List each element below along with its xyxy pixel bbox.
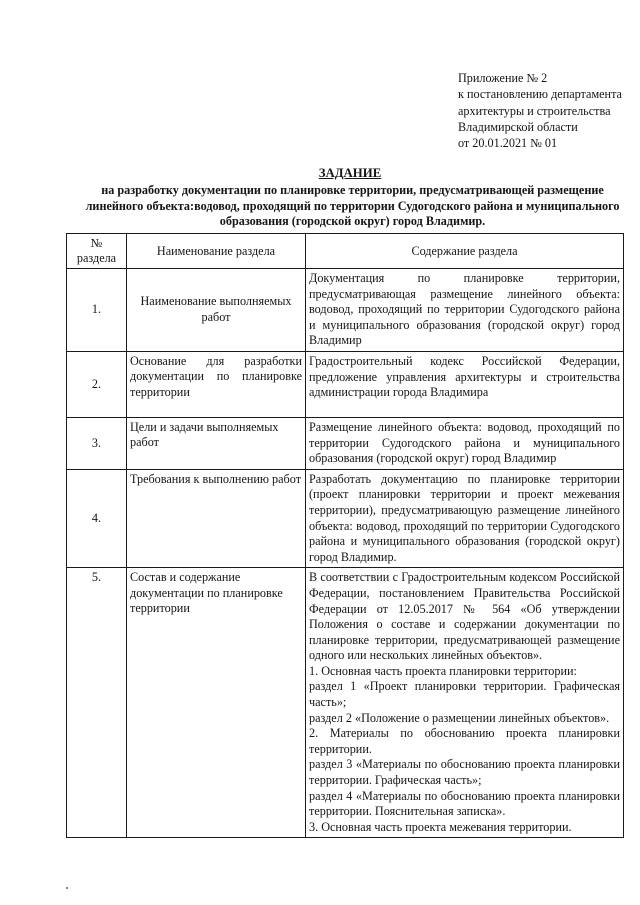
content-paragraph: 1. Основная часть проекта планировки территории: [309,663,577,678]
table-row [67,568,624,838]
scan-speck [66,887,68,889]
content-paragraph: Документация по планировке территории, предусматривающая размещение линейного объекта: водовод, проходящий по территории Судогодского района и муниципального образования (городской округ) город Владимир [309,271,620,348]
content-paragraph: раздел 3 «Материалы по обоснованию проекта планировки территории. Графическая часть»; [309,757,620,788]
row-number: 5. [67,568,127,838]
subtitle-line: образования (городской округ) город Владимир. [219,214,486,228]
row-content [306,469,624,568]
content-paragraph: Разработать документацию по планировке территории (проект планировки территории и проект межевания территории), предусматривающую размещение линейного объекта: водовод, проходящий по территории Судогодского района и муниципального образования (городской округ) город Владимир. [309,471,620,564]
table-header-row [67,234,624,269]
row-content [306,417,624,469]
row-name-text: Основание для разработки документации по планировке территории [130,353,302,399]
content-paragraph: раздел 4 «Материалы по обоснованию проекта планировки территории. Пояснительная записка». [309,788,620,819]
row-name: Требования к выполнению работ [127,469,306,568]
row-content [306,351,624,417]
appendix-block [458,70,634,151]
content-paragraph: 3. Основная часть проекта межевания территории. [309,819,572,834]
row-number: 2. [67,351,127,417]
content-paragraph: Размещение линейного объекта: водовод, проходящий по территории Судогодского района и муниципального образования (городской округ) город Владимир [309,419,620,466]
table-row [67,469,624,568]
row-number: 4. [67,469,127,568]
appendix-line: архитектуры и строительства [458,103,611,118]
table-row [67,417,624,469]
row-content [306,568,624,838]
row-number: 3. [67,417,127,469]
appendix-line: Владимирской области [458,119,578,134]
header-name: Наименование раздела [127,234,306,269]
content-paragraph: раздел 1 «Проект планировки территории. Графическая часть»; [309,679,620,710]
content-paragraph: 2. Материалы по обоснованию проекта планировки территории. [309,726,620,756]
content-paragraph: раздел 2 «Положение о размещении линейных объектов». [309,710,610,725]
row-name: Наименование выполняемых работ [127,269,306,352]
document-title: ЗАДАНИЕ [318,166,382,180]
appendix-line: к постановлению департамента [458,87,622,102]
content-paragraph: В соответствии с Градостроительным кодексом Российской Федерации, постановлением Правительства Российской Федерации от 12.05.2017 № 564 «Об утверждении Положения о составе и содержании документации по планировке территории, предусматривающей размещение одного или нескольких линейных объектов». [309,570,620,663]
row-name [127,351,306,417]
row-content [306,269,624,352]
table-row [67,269,624,352]
subtitle-line: линейного объекта:водовод, проходящий по территории Судогодского района и муниципального [85,198,620,213]
header-content: Содержание раздела [306,234,624,269]
header-number: № раздела [67,234,127,269]
row-name: Состав и содержание документации по планировке территории [127,568,306,838]
content-paragraph: Градостроительный кодекс Российской Федерации, предложение управления архитектуры и строительства администрации города Владимира [309,353,620,400]
subtitle-line: на разработку документации по планировке территории, предусматривающей размещение [101,183,604,197]
sections-table [66,233,624,838]
table-row [67,351,624,417]
document-subtitle [80,183,625,230]
appendix-line: Приложение № 2 [458,71,548,85]
row-number: 1. [67,269,127,352]
appendix-line: от 20.01.2021 № 01 [458,136,558,151]
row-name: Цели и задачи выполняемых работ [127,417,306,469]
